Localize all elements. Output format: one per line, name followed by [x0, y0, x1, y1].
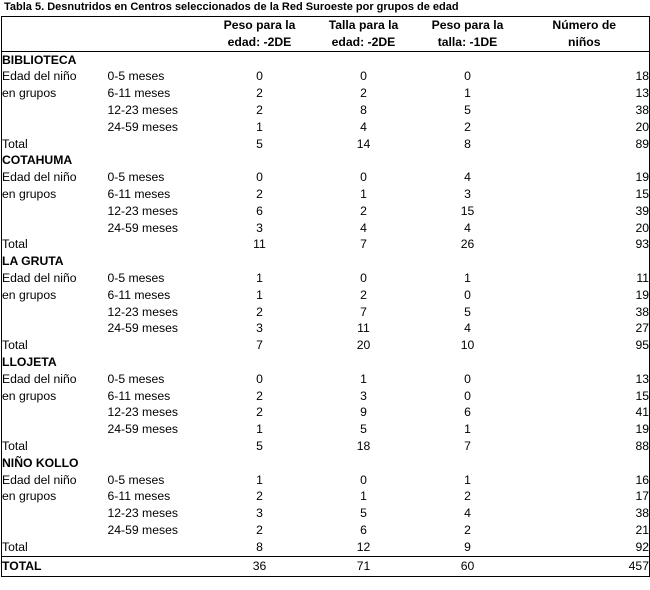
row-label: en grupos — [2, 287, 108, 304]
value-cell: 4 — [360, 119, 367, 134]
age-group-label: 6-11 meses — [107, 86, 171, 101]
grand-total-value: 60 — [416, 556, 520, 576]
total-value: 5 — [256, 438, 263, 453]
total-value: 20 — [356, 338, 371, 353]
table-row — [2, 404, 650, 421]
age-group-label: 24-59 meses — [107, 321, 178, 336]
header-blank — [108, 17, 208, 52]
value-cell: 1 — [464, 472, 471, 487]
column-header: Peso para la edad: -2DE — [208, 17, 312, 52]
grand-total-row — [2, 556, 650, 576]
value-cell: 1 — [360, 186, 367, 201]
value-cell: 4 — [464, 220, 471, 235]
empty-cell — [108, 337, 208, 354]
total-value: 26 — [460, 237, 475, 252]
value-cell: 27 — [520, 320, 650, 337]
table-row — [2, 68, 650, 85]
value-cell: 38 — [520, 102, 650, 119]
value-cell: 18 — [520, 68, 650, 85]
row-label — [2, 102, 108, 119]
value-cell: 9 — [360, 405, 367, 420]
value-cell: 19 — [520, 169, 650, 186]
total-label: Total — [2, 136, 108, 153]
group-name: LLOJETA — [2, 354, 208, 371]
age-group-label: 0-5 meses — [107, 69, 165, 84]
value-cell: 4 — [464, 506, 471, 521]
table-row — [2, 488, 650, 505]
value-cell: 20 — [520, 119, 650, 136]
total-value: 92 — [520, 539, 650, 556]
group-header-row — [2, 455, 650, 472]
column-header: Peso para la talla: -1DE — [416, 17, 520, 52]
table-row — [2, 304, 650, 321]
total-label: Total — [2, 337, 108, 354]
total-value: 93 — [520, 236, 650, 253]
value-cell: 4 — [464, 321, 471, 336]
total-value: 10 — [460, 338, 475, 353]
value-cell: 3 — [256, 321, 263, 336]
empty-cell — [520, 455, 650, 472]
grand-total-value: 36 — [208, 556, 312, 576]
value-cell: 3 — [256, 220, 263, 235]
row-label: Edad del niño — [2, 371, 108, 388]
value-cell: 15 — [520, 186, 650, 203]
row-label: Edad del niño — [2, 270, 108, 287]
age-group-label: 6-11 meses — [107, 287, 171, 302]
table-row — [2, 320, 650, 337]
table-row — [2, 371, 650, 388]
value-cell: 41 — [520, 404, 650, 421]
value-cell: 1 — [464, 422, 471, 437]
value-cell: 3 — [464, 186, 471, 201]
value-cell: 7 — [360, 304, 367, 319]
value-cell: 3 — [360, 388, 367, 403]
value-cell: 6 — [464, 405, 471, 420]
value-cell: 6 — [360, 522, 367, 537]
header-row — [2, 17, 650, 52]
row-label: Edad del niño — [2, 169, 108, 186]
value-cell: 15 — [520, 388, 650, 405]
total-value: 7 — [256, 338, 263, 353]
value-cell: 1 — [360, 371, 367, 386]
row-label: en grupos — [2, 388, 108, 405]
total-value: 12 — [356, 539, 371, 554]
empty-cell — [416, 152, 520, 169]
table-row — [2, 203, 650, 220]
total-label: Total — [2, 438, 108, 455]
row-label — [2, 220, 108, 237]
value-cell: 2 — [256, 522, 263, 537]
group-name: BIBLIOTECA — [2, 51, 208, 68]
total-label: Total — [2, 539, 108, 556]
total-row — [2, 539, 650, 556]
value-cell: 2 — [256, 388, 263, 403]
table-row — [2, 119, 650, 136]
total-value: 88 — [520, 438, 650, 455]
total-value: 14 — [356, 136, 371, 151]
table-row — [2, 472, 650, 489]
value-cell: 1 — [256, 287, 263, 302]
group-name: COTAHUMA — [2, 152, 208, 169]
age-group-label: 12-23 meses — [107, 506, 178, 521]
row-label: en grupos — [2, 85, 108, 102]
row-label — [2, 304, 108, 321]
group-header-row — [2, 152, 650, 169]
table-row — [2, 85, 650, 102]
value-cell: 1 — [464, 270, 471, 285]
value-cell: 16 — [520, 472, 650, 489]
value-cell: 5 — [360, 422, 367, 437]
row-label — [2, 421, 108, 438]
grand-total-label: TOTAL — [2, 556, 108, 576]
total-value: 9 — [464, 539, 471, 554]
age-group-label: 12-23 meses — [107, 304, 178, 319]
table-row — [2, 169, 650, 186]
value-cell: 4 — [464, 170, 471, 185]
value-cell: 2 — [256, 304, 263, 319]
table-row — [2, 421, 650, 438]
empty-cell — [108, 539, 208, 556]
empty-cell — [108, 438, 208, 455]
table-row — [2, 186, 650, 203]
total-value: 11 — [253, 237, 266, 252]
age-group-label: 24-59 meses — [107, 422, 178, 437]
value-cell: 8 — [360, 102, 367, 117]
empty-cell — [208, 455, 312, 472]
value-cell: 21 — [520, 522, 650, 539]
row-label: en grupos — [2, 488, 108, 505]
empty-cell — [108, 556, 208, 576]
value-cell: 2 — [256, 186, 263, 201]
empty-cell — [312, 51, 416, 68]
empty-cell — [416, 253, 520, 270]
total-value: 7 — [360, 237, 367, 252]
table-row — [2, 522, 650, 539]
empty-cell — [312, 152, 416, 169]
value-cell: 20 — [520, 220, 650, 237]
total-value: 7 — [464, 438, 471, 453]
value-cell: 17 — [520, 488, 650, 505]
value-cell: 5 — [360, 506, 367, 521]
empty-cell — [208, 253, 312, 270]
empty-cell — [312, 253, 416, 270]
group-header-row — [2, 354, 650, 371]
age-group-label: 0-5 meses — [107, 371, 165, 386]
column-header: Talla para la edad: -2DE — [312, 17, 416, 52]
value-cell: 1 — [464, 86, 471, 101]
value-cell: 2 — [256, 86, 263, 101]
value-cell: 38 — [520, 505, 650, 522]
row-label — [2, 203, 108, 220]
empty-cell — [208, 354, 312, 371]
empty-cell — [520, 51, 650, 68]
value-cell: 2 — [360, 203, 367, 218]
value-cell: 13 — [520, 371, 650, 388]
malnutrition-table — [1, 16, 650, 577]
value-cell: 1 — [256, 119, 263, 134]
value-cell: 39 — [520, 203, 650, 220]
total-value: 5 — [256, 136, 263, 151]
row-label — [2, 505, 108, 522]
total-value: 8 — [256, 539, 263, 554]
age-group-label: 0-5 meses — [107, 472, 165, 487]
group-header-row — [2, 51, 650, 68]
value-cell: 2 — [256, 405, 263, 420]
empty-cell — [416, 455, 520, 472]
row-label — [2, 119, 108, 136]
total-value: 18 — [356, 438, 371, 453]
value-cell: 2 — [464, 119, 471, 134]
value-cell: 1 — [256, 472, 263, 487]
value-cell: 0 — [464, 287, 471, 302]
empty-cell — [108, 236, 208, 253]
empty-cell — [312, 455, 416, 472]
age-group-label: 6-11 meses — [107, 388, 171, 403]
table-body — [2, 51, 650, 576]
age-group-label: 12-23 meses — [107, 102, 178, 117]
value-cell: 2 — [360, 287, 367, 302]
value-cell: 11 — [357, 321, 370, 336]
value-cell: 0 — [464, 388, 471, 403]
value-cell: 11 — [520, 270, 650, 287]
total-row — [2, 337, 650, 354]
empty-cell — [520, 354, 650, 371]
age-group-label: 12-23 meses — [107, 203, 178, 218]
value-cell: 0 — [464, 69, 471, 84]
age-group-label: 24-59 meses — [107, 119, 178, 134]
empty-cell — [416, 354, 520, 371]
table-row — [2, 220, 650, 237]
row-label — [2, 320, 108, 337]
row-label: en grupos — [2, 186, 108, 203]
row-label: Edad del niño — [2, 472, 108, 489]
value-cell: 2 — [464, 522, 471, 537]
group-name: LA GRUTA — [2, 253, 208, 270]
total-label: Total — [2, 236, 108, 253]
value-cell: 38 — [520, 304, 650, 321]
row-label — [2, 522, 108, 539]
table-row — [2, 102, 650, 119]
value-cell: 0 — [256, 371, 263, 386]
total-value: 89 — [520, 136, 650, 153]
value-cell: 6 — [256, 203, 263, 218]
total-value: 95 — [520, 337, 650, 354]
empty-cell — [416, 51, 520, 68]
value-cell: 1 — [256, 422, 263, 437]
value-cell: 2 — [256, 102, 263, 117]
empty-cell — [520, 253, 650, 270]
table-row — [2, 287, 650, 304]
value-cell: 0 — [360, 472, 367, 487]
total-row — [2, 236, 650, 253]
grand-total-value: 71 — [312, 556, 416, 576]
value-cell: 3 — [256, 506, 263, 521]
total-row — [2, 136, 650, 153]
total-row — [2, 438, 650, 455]
value-cell: 2 — [360, 86, 367, 101]
value-cell: 1 — [360, 489, 367, 504]
value-cell: 0 — [360, 69, 367, 84]
value-cell: 19 — [520, 287, 650, 304]
value-cell: 1 — [256, 270, 263, 285]
row-label: Edad del niño — [2, 68, 108, 85]
empty-cell — [108, 136, 208, 153]
total-value: 8 — [464, 136, 471, 151]
value-cell: 5 — [464, 102, 471, 117]
table-row — [2, 270, 650, 287]
header-blank — [2, 17, 108, 52]
value-cell: 2 — [464, 489, 471, 504]
age-group-label: 12-23 meses — [107, 405, 178, 420]
age-group-label: 6-11 meses — [107, 489, 171, 504]
empty-cell — [520, 152, 650, 169]
age-group-label: 24-59 meses — [107, 522, 178, 537]
age-group-label: 24-59 meses — [107, 220, 178, 235]
table-row — [2, 388, 650, 405]
value-cell: 5 — [464, 304, 471, 319]
grand-total-value: 457 — [520, 556, 650, 576]
age-group-label: 0-5 meses — [107, 270, 165, 285]
empty-cell — [312, 354, 416, 371]
value-cell: 19 — [520, 421, 650, 438]
table-title: Tabla 5. Desnutridos en Centros seleccionados de la Red Suroeste por grupos de edad — [4, 1, 459, 13]
value-cell: 13 — [520, 85, 650, 102]
row-label — [2, 404, 108, 421]
value-cell: 2 — [256, 489, 263, 504]
empty-cell — [208, 51, 312, 68]
value-cell: 0 — [256, 69, 263, 84]
table-row — [2, 505, 650, 522]
value-cell: 0 — [464, 371, 471, 386]
value-cell: 15 — [460, 203, 475, 218]
value-cell: 4 — [360, 220, 367, 235]
age-group-label: 6-11 meses — [107, 186, 171, 201]
value-cell: 0 — [360, 270, 367, 285]
empty-cell — [208, 152, 312, 169]
group-name: NIÑO KOLLO — [2, 455, 208, 472]
value-cell: 0 — [360, 170, 367, 185]
value-cell: 0 — [256, 170, 263, 185]
column-header: Número de niños — [520, 17, 650, 52]
age-group-label: 0-5 meses — [107, 170, 165, 185]
group-header-row — [2, 253, 650, 270]
